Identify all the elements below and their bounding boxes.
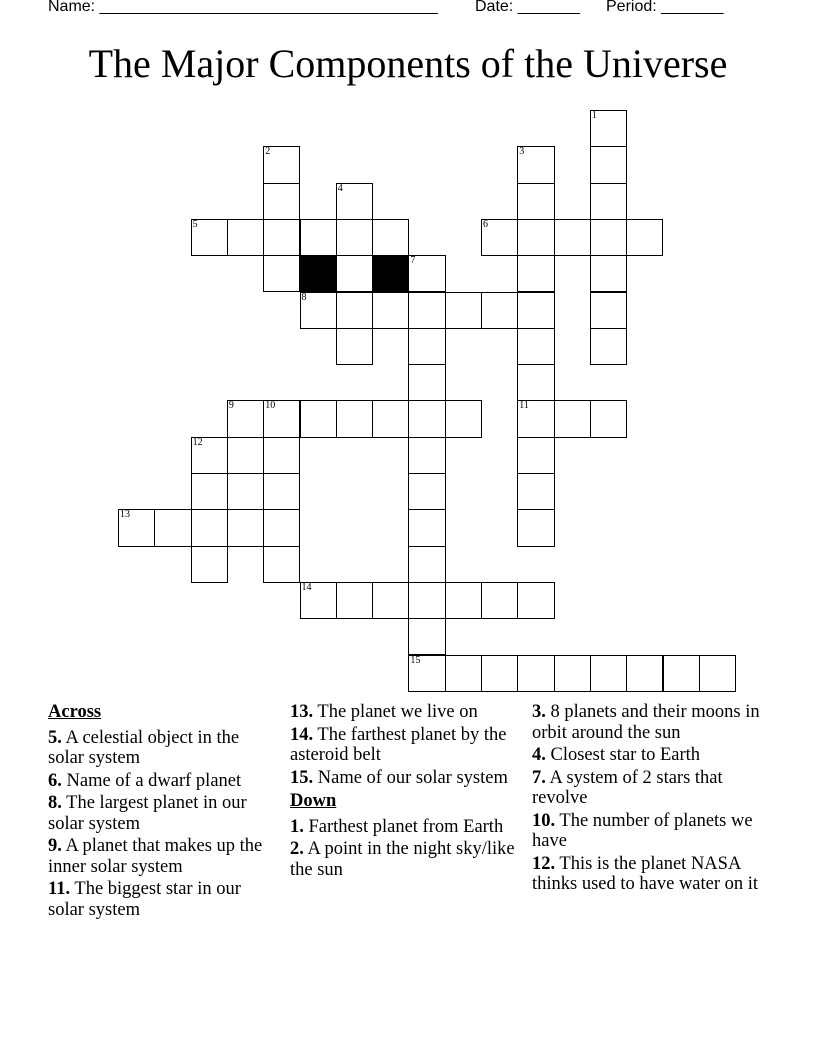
crossword-cell[interactable] xyxy=(517,183,554,220)
clue-text: Name of our solar system xyxy=(313,767,508,788)
clue-number: 5 xyxy=(192,218,198,230)
clue-item xyxy=(290,817,515,838)
crossword-cell[interactable] xyxy=(517,328,554,365)
clue-text: A system of 2 stars that revolve xyxy=(532,767,723,808)
clue-item xyxy=(532,702,762,743)
clue-number-label: 8. xyxy=(48,793,62,813)
crossword-cell[interactable] xyxy=(408,328,445,365)
clue-number-label: 9. xyxy=(48,836,62,856)
crossword-cell[interactable] xyxy=(590,292,627,329)
clue-text: This is the planet NASA thinks used to have water on it xyxy=(532,853,759,894)
black-square xyxy=(300,255,337,292)
clue-number-label: 5. xyxy=(48,727,62,748)
crossword-cell[interactable] xyxy=(263,546,300,583)
clue-item xyxy=(532,854,762,895)
clue-item xyxy=(290,768,515,789)
crossword-cell[interactable] xyxy=(300,400,337,437)
crossword-cell[interactable] xyxy=(445,582,482,619)
clue-number: 3 xyxy=(519,146,525,158)
clue-text: Closest star to Earth xyxy=(545,745,701,765)
date-field[interactable]: Date: _______ xyxy=(475,0,580,15)
crossword-cell[interactable] xyxy=(118,509,155,546)
clue-item xyxy=(290,702,515,723)
crossword-cell[interactable] xyxy=(227,219,264,256)
crossword-cell[interactable] xyxy=(408,582,445,619)
crossword-cell[interactable] xyxy=(408,255,445,292)
crossword-cell[interactable] xyxy=(263,473,300,510)
clue-number: 10 xyxy=(265,400,276,412)
crossword-cell[interactable] xyxy=(626,219,663,256)
clue-item xyxy=(48,771,273,792)
crossword-cell[interactable] xyxy=(408,546,445,583)
crossword-cell[interactable] xyxy=(263,509,300,546)
clue-text: Name of a dwarf planet xyxy=(61,770,242,791)
crossword-cell[interactable] xyxy=(263,437,300,474)
clue-number: 12 xyxy=(192,436,203,448)
crossword-cell[interactable] xyxy=(590,655,627,692)
clue-item xyxy=(48,793,273,834)
crossword-cell[interactable] xyxy=(445,292,482,329)
clue-number: 7 xyxy=(410,255,416,267)
clue-item xyxy=(290,839,515,880)
across-clue-list xyxy=(48,728,273,921)
crossword-cell[interactable] xyxy=(590,328,627,365)
crossword-cell[interactable] xyxy=(517,364,554,401)
crossword-cell[interactable] xyxy=(227,509,264,546)
crossword-cell[interactable] xyxy=(590,219,627,256)
clue-number: 15 xyxy=(410,654,421,666)
clue-item xyxy=(532,745,762,766)
clue-text: The largest planet in our solar system xyxy=(48,793,247,834)
crossword-cell[interactable] xyxy=(336,219,373,256)
crossword-cell[interactable] xyxy=(227,437,264,474)
crossword-cell[interactable] xyxy=(263,183,300,220)
crossword-cell[interactable] xyxy=(554,219,591,256)
clue-number-label: 13. xyxy=(290,702,314,722)
clue-number-label: 3. xyxy=(532,702,546,722)
crossword-cell[interactable] xyxy=(336,183,373,220)
across-heading: Across xyxy=(48,702,102,722)
crossword-cell[interactable] xyxy=(191,473,228,510)
clue-text: The biggest star in our solar system xyxy=(48,879,241,920)
crossword-cell[interactable] xyxy=(481,292,518,329)
clue-text: The farthest planet by the asteroid belt xyxy=(290,724,507,765)
crossword-cell[interactable] xyxy=(517,219,554,256)
clue-number: 8 xyxy=(301,291,307,303)
clue-text: The planet we live on xyxy=(313,702,478,722)
crossword-cell[interactable] xyxy=(517,255,554,292)
clue-item xyxy=(290,725,515,766)
clue-number: 6 xyxy=(483,218,488,230)
crossword-cell[interactable] xyxy=(554,400,591,437)
clue-number: 11 xyxy=(519,400,529,412)
crossword-cell[interactable] xyxy=(300,292,337,329)
clue-number: 14 xyxy=(301,581,312,593)
clue-item xyxy=(48,836,273,877)
crossword-cell[interactable] xyxy=(372,400,409,437)
crossword-cell[interactable] xyxy=(517,655,554,692)
clue-text: A celestial object in the solar system xyxy=(48,727,240,768)
crossword-cell[interactable] xyxy=(517,582,554,619)
black-square xyxy=(372,255,409,292)
crossword-cell[interactable] xyxy=(626,655,663,692)
crossword-cell[interactable] xyxy=(481,582,518,619)
crossword-cell[interactable] xyxy=(263,255,300,292)
clue-number: 9 xyxy=(228,400,234,412)
clue-number-label: 7. xyxy=(532,767,546,788)
clue-number-label: 10. xyxy=(532,810,556,831)
clue-number-label: 11. xyxy=(48,879,71,899)
clue-number-label: 14. xyxy=(290,724,314,745)
crossword-cell[interactable] xyxy=(699,655,736,692)
crossword-cell[interactable] xyxy=(191,219,228,256)
crossword-cell[interactable] xyxy=(336,328,373,365)
crossword-cell[interactable] xyxy=(300,582,337,619)
crossword-cell[interactable] xyxy=(445,655,482,692)
crossword-cell[interactable] xyxy=(336,255,373,292)
crossword-cell[interactable] xyxy=(191,509,228,546)
period-field[interactable]: Period: _______ xyxy=(606,0,724,15)
clue-number: 2 xyxy=(265,146,271,158)
crossword-cell[interactable] xyxy=(154,509,191,546)
crossword-cell[interactable] xyxy=(372,219,409,256)
crossword-cell[interactable] xyxy=(481,219,518,256)
crossword-cell[interactable] xyxy=(408,473,445,510)
crossword-cell[interactable] xyxy=(590,110,627,147)
crossword-cell[interactable] xyxy=(191,437,228,474)
crossword-cell[interactable] xyxy=(517,509,554,546)
clue-text: A planet that makes up the inner solar system xyxy=(48,836,263,877)
down-heading: Down xyxy=(290,791,337,811)
clue-number: 13 xyxy=(120,509,130,521)
crossword-cell[interactable] xyxy=(554,655,591,692)
clue-number: 1 xyxy=(591,110,597,121)
crossword-cell[interactable] xyxy=(408,364,445,401)
clue-number-label: 12. xyxy=(532,853,556,874)
clue-number-label: 2. xyxy=(290,839,304,859)
clue-number-label: 15. xyxy=(290,767,314,788)
crossword-cell[interactable] xyxy=(263,146,300,183)
crossword-cell[interactable] xyxy=(517,292,554,329)
crossword-cell[interactable] xyxy=(408,292,445,329)
clue-text: Farthest planet from Earth xyxy=(303,816,504,837)
crossword-cell[interactable] xyxy=(590,183,627,220)
clue-text: The number of planets we have xyxy=(532,810,753,851)
crossword-cell[interactable] xyxy=(590,146,627,183)
down-clue-list-continued xyxy=(532,702,762,895)
clues-column-1 xyxy=(48,702,273,922)
crossword-cell[interactable] xyxy=(227,400,264,437)
clue-item xyxy=(48,879,273,920)
crossword-cell[interactable] xyxy=(263,219,300,256)
clues-column-2 xyxy=(290,702,515,882)
clue-text: 8 planets and their moons in orbit around the sun xyxy=(532,702,760,743)
down-clue-list xyxy=(290,817,515,881)
crossword-cell[interactable] xyxy=(445,400,482,437)
clue-number: 4 xyxy=(337,182,343,194)
crossword-cell[interactable] xyxy=(590,255,627,292)
page-title: The Major Components of the Universe xyxy=(88,41,728,86)
crossword-cell[interactable] xyxy=(663,655,700,692)
crossword-cell[interactable] xyxy=(263,400,300,437)
clue-item xyxy=(48,728,273,769)
crossword-cell[interactable] xyxy=(408,400,445,437)
crossword-cell[interactable] xyxy=(408,437,445,474)
crossword-cell[interactable] xyxy=(408,618,445,655)
clue-item xyxy=(532,811,762,852)
crossword-cell[interactable] xyxy=(372,292,409,329)
across-clue-list-continued xyxy=(290,702,515,788)
crossword-cell[interactable] xyxy=(590,400,627,437)
crossword-cell[interactable] xyxy=(336,292,373,329)
crossword-cell[interactable] xyxy=(336,400,373,437)
clue-number-label: 1. xyxy=(290,816,304,837)
clues-column-3 xyxy=(532,702,762,897)
crossword-cell[interactable] xyxy=(408,509,445,546)
crossword-cell[interactable] xyxy=(300,219,337,256)
crossword-cell[interactable] xyxy=(408,655,445,692)
crossword-cell[interactable] xyxy=(517,146,554,183)
crossword-cell[interactable] xyxy=(227,473,264,510)
clue-item xyxy=(532,768,762,809)
crossword-cell[interactable] xyxy=(481,655,518,692)
clue-number-label: 4. xyxy=(532,745,546,765)
crossword-cell[interactable] xyxy=(517,437,554,474)
crossword-cell[interactable] xyxy=(336,582,373,619)
crossword-cell[interactable] xyxy=(191,546,228,583)
name-field[interactable]: Name: ______________________________________ xyxy=(48,0,438,15)
crossword-cell[interactable] xyxy=(517,473,554,510)
crossword-cell[interactable] xyxy=(372,582,409,619)
crossword-cell[interactable] xyxy=(517,400,554,437)
clue-text: A point in the night sky/like the sun xyxy=(290,839,515,880)
clue-number-label: 6. xyxy=(48,770,62,791)
